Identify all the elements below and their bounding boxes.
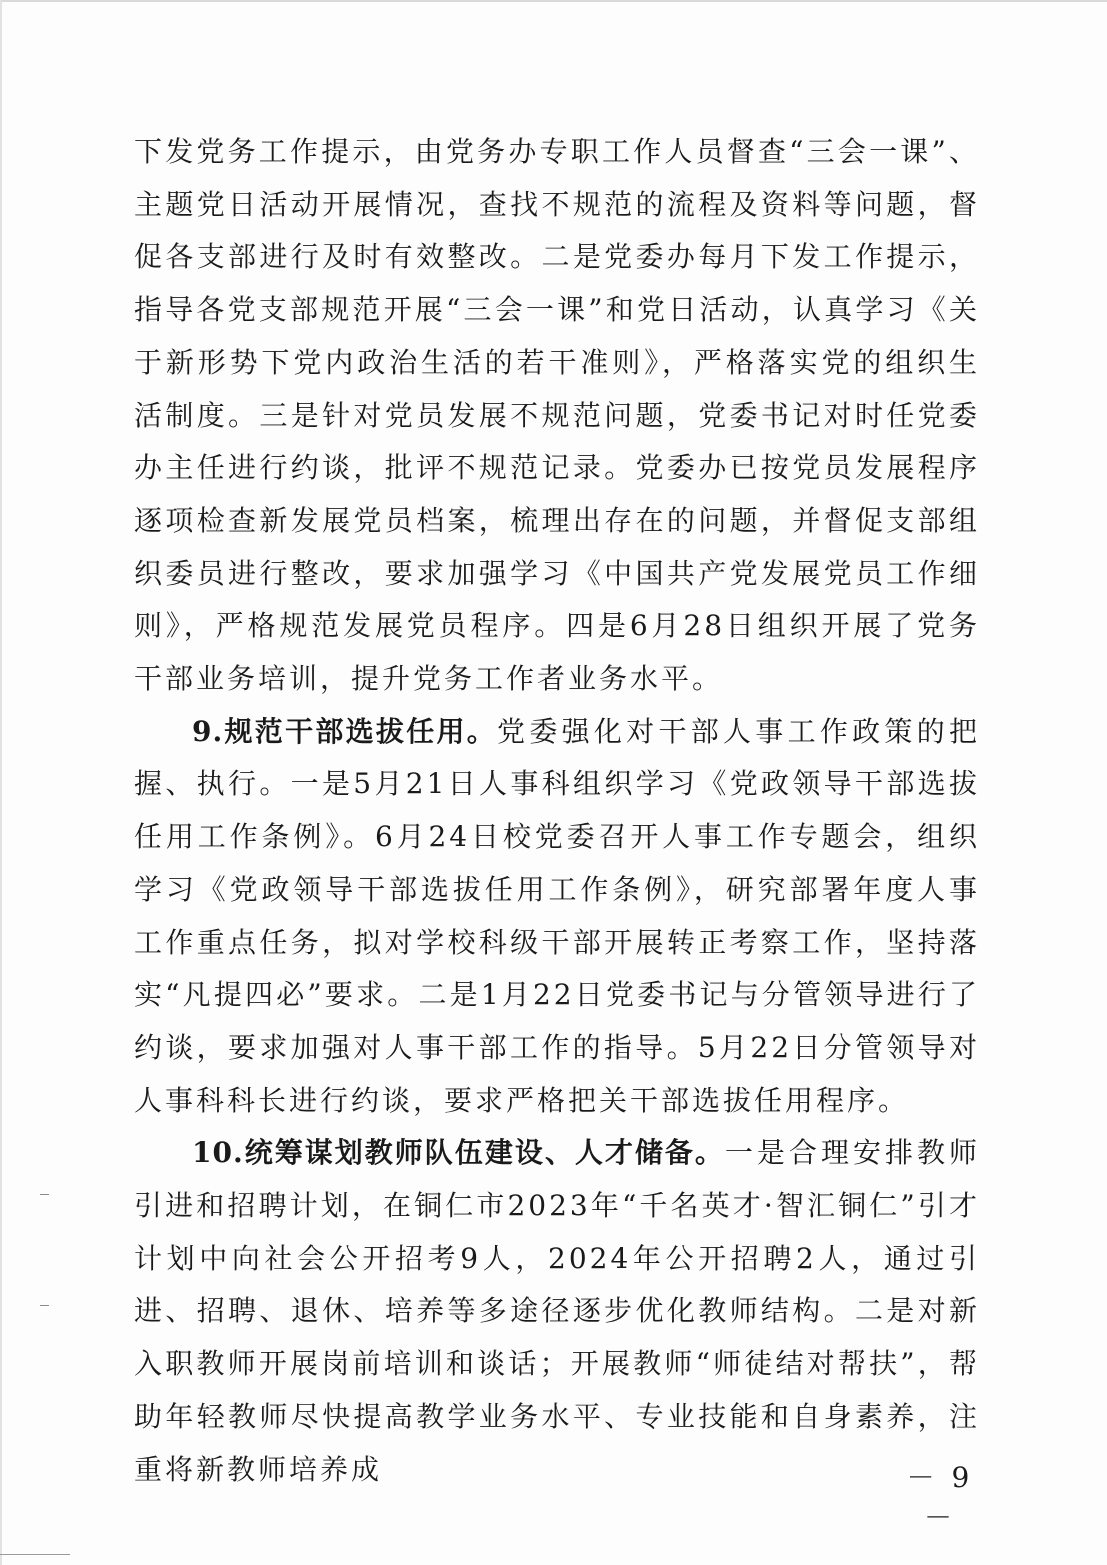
paragraph-3-text: 一是合理安排教师引进和招聘计划，在铜仁市2023年“千名英才·智汇铜仁”引才计划中向社会公开招考9人，2024年公开招聘2人，通过引进、招聘、退休、培养等多途径逐步优化教师结构。二是对新入职教师开展岗前培训和谈话；开展教师“师徒结对帮扶”，帮助年轻教师尽快提高教学业务水平、专业技能和自身素养，注重将新教师培养成: [134, 1136, 980, 1486]
section-heading-10: 10.统筹谋划教师队伍建设、人才储备。: [192, 1136, 725, 1170]
paragraph-1: [134, 126, 980, 706]
paragraph-1-text: 下发党务工作提示，由党务办专职工作人员督查“三会一课”、主题党日活动开展情况，查找不规范的流程及资料等问题，督促各支部进行及时有效整改。二是党委办每月下发工作提示，指导各党支部规范开展“三会一课”和党日活动，认真学习《关于新形势下党内政治生活的若干准则》，严格落实党的组织生活制度。三是针对党员发展不规范问题，党委书记对时任党委办主任进行约谈，批评不规范记录。党委办已按党员发展程序逐项检查新发展党员档案，梳理出存在的问题，并督促支部组织委员进行整改，要求加强学习《中国共产党发展党员工作细则》，严格规范发展党员程序。四是6月28日组织开展了党务干部业务培训，提升党务工作者业务水平。: [134, 135, 980, 696]
scan-mark: [40, 1305, 49, 1306]
body-text: [134, 126, 980, 1496]
scan-edge-bottom: [0, 1554, 70, 1555]
paragraph-2-text: 党委强化对干部人事工作政策的把握、执行。一是5月21日人事科组织学习《党政领导干部选拔任用工作条例》。6月24日校党委召开人事工作专题会，组织学习《党政领导干部选拔任用工作条例》，研究部署年度人事工作重点任务，拟对学校科级干部开展转正考察工作，坚持落实“凡提四必”要求。二是1月22日党委书记与分管领导进行了约谈，要求加强对人事干部工作的指导。5月22日分管领导对人事科科长进行约谈，要求严格把关干部选拔任用程序。: [134, 714, 980, 1117]
paragraph-2: [134, 706, 980, 1128]
paragraph-3: [134, 1127, 980, 1496]
page-number: － 9 －: [906, 1461, 974, 1534]
scan-edge-left: [0, 0, 2, 1565]
section-heading-9: 9.规范干部选拔任用。: [192, 714, 498, 748]
scan-mark: [40, 1194, 49, 1195]
scan-edge-top: [0, 0, 1107, 2]
